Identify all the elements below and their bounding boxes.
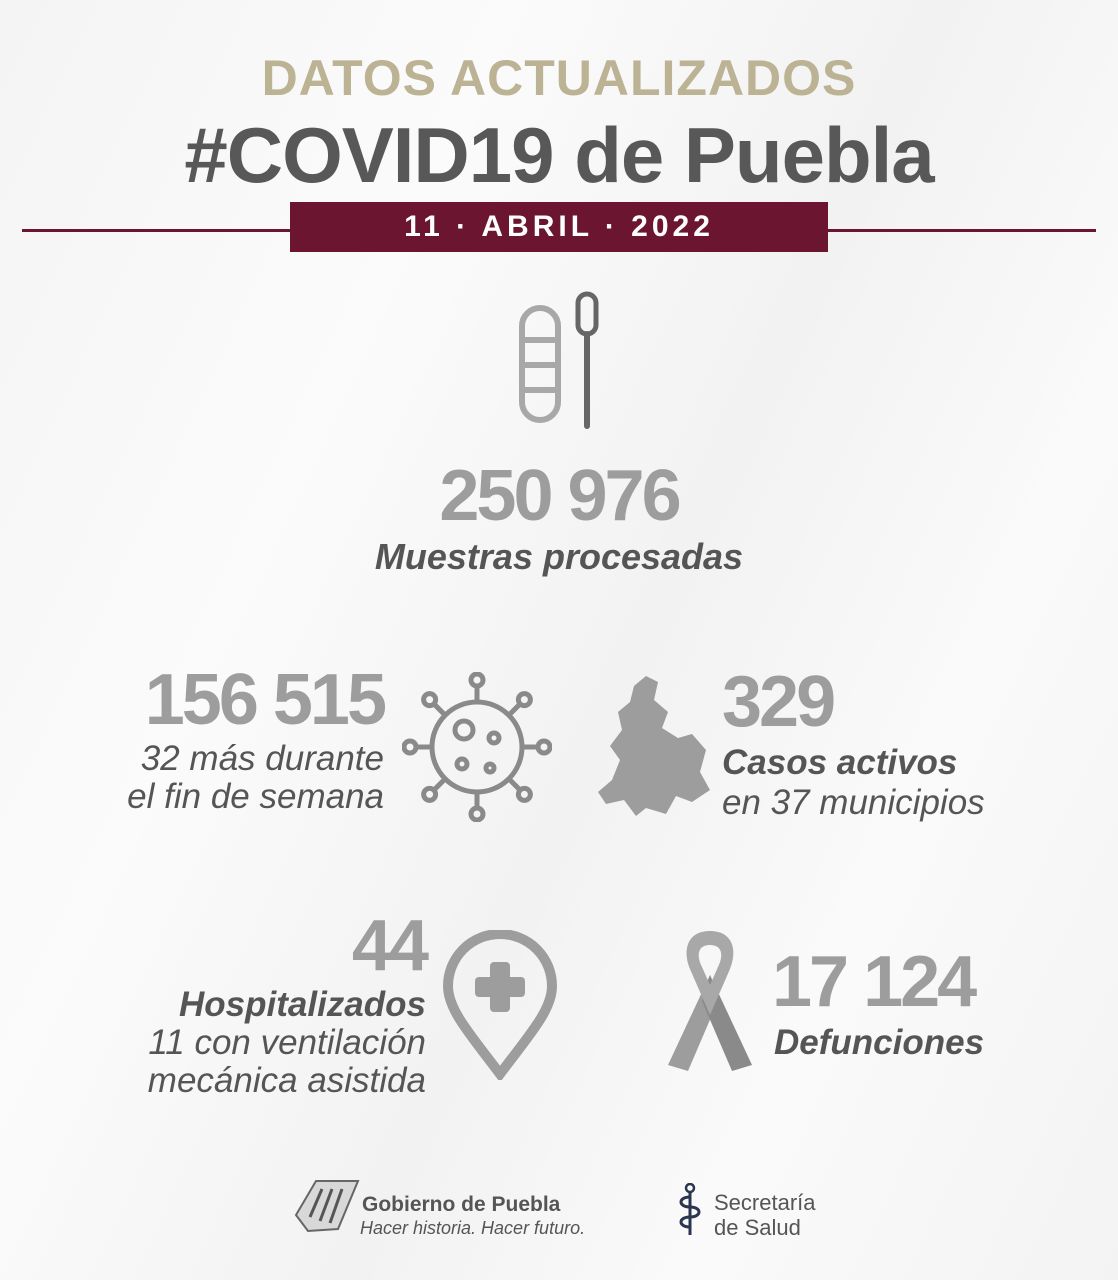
health-secretariat <box>714 1190 816 1240</box>
gobierno-puebla-logo-icon <box>292 1175 362 1235</box>
cases-line1: 32 más durante <box>140 739 384 778</box>
cases-line2: el fin de semana <box>127 777 384 816</box>
ribbon-icon <box>660 925 760 1075</box>
gov-slogan: Hacer historia. Hacer futuro. <box>360 1218 586 1238</box>
hospital-line2: mecánica asistida <box>147 1061 426 1100</box>
puebla-map-icon <box>596 672 716 822</box>
caduceus-icon <box>676 1183 704 1237</box>
active-label: Casos activos <box>722 743 958 782</box>
deaths-label: Defunciones <box>774 1023 985 1062</box>
deaths-value: 17 124 <box>772 942 975 1022</box>
virus-icon <box>402 672 552 822</box>
health-line1: Secretaría <box>714 1190 816 1215</box>
kicker-title: DATOS ACTUALIZADOS <box>261 50 857 106</box>
active-detail: en 37 municipios <box>722 783 985 822</box>
divider-right <box>826 229 1096 232</box>
hospital-detail <box>40 986 426 1100</box>
gov-name: Gobierno de Puebla <box>362 1193 561 1216</box>
date-banner: 11 · ABRIL · 2022 <box>290 202 828 252</box>
hospital-line1: 11 con ventilación <box>148 1023 426 1062</box>
cases-detail <box>40 740 384 816</box>
active-value: 329 <box>722 662 834 742</box>
hospital-label: Hospitalizados <box>179 985 426 1024</box>
hospital-pin-icon <box>440 930 560 1080</box>
test-tube-swab-icon <box>510 290 610 430</box>
samples-label: Muestras procesadas <box>374 536 744 577</box>
main-title: #COVID19 de Puebla <box>184 111 934 199</box>
samples-value: 250 976 <box>439 456 679 536</box>
divider-left <box>22 229 292 232</box>
cases-value: 156 515 <box>144 660 384 740</box>
health-line2: de Salud <box>714 1215 801 1240</box>
hospital-value: 44 <box>351 906 426 986</box>
